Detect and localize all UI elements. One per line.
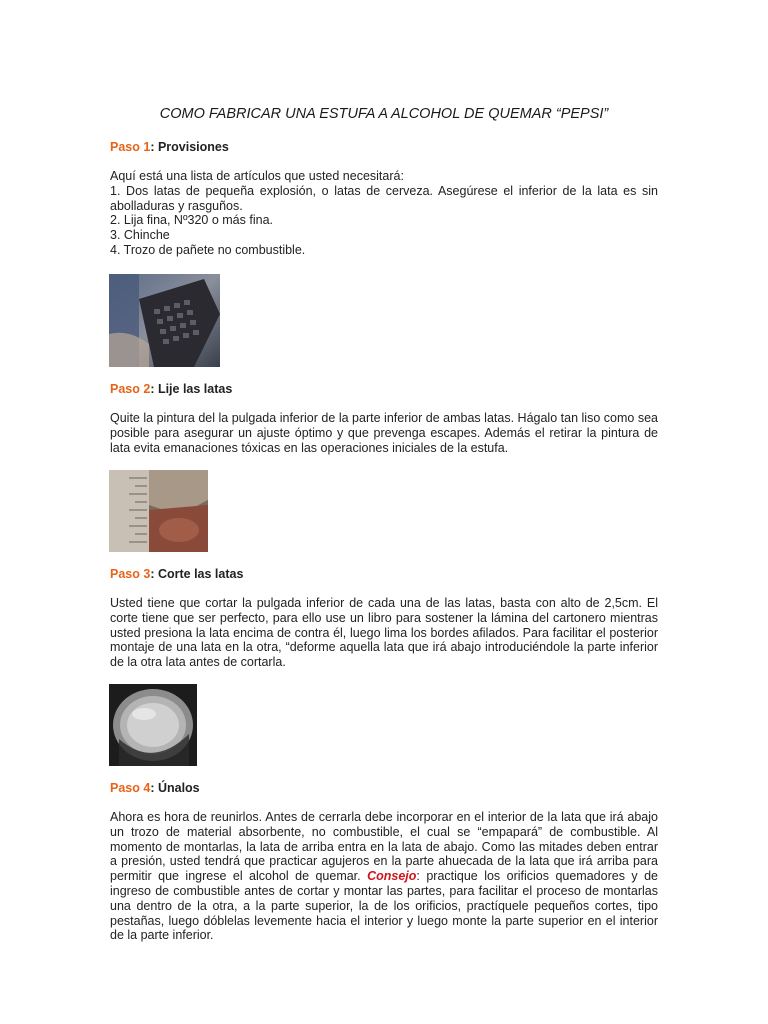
step-2-title: : Lije las latas <box>150 382 233 396</box>
step-1-photo <box>109 274 220 367</box>
step-2-heading <box>110 382 232 396</box>
step-3-photo <box>109 684 197 766</box>
step-1-heading <box>110 140 229 154</box>
step-4-heading <box>110 781 200 795</box>
step-1-list <box>110 169 658 258</box>
step-4-body <box>110 810 658 943</box>
step-3-body: Usted tiene que cortar la pulgada inferior de cada una de las latas, basta con alto de 2,5cm. El corte tiene que ser perfecto, para ello use un libro para sostener la lámina del cartonero mientras usted presiona la lata encima de contra él, luego lima los bordes afilados. Para facilitar el posterior montaje de una lata en la otra, “deforme aquella lata que irá abajo introduciéndole la parte inferior de la otra lata antes de cortarla. <box>110 596 658 670</box>
step-1-item-3: 3. Chinche <box>110 228 170 243</box>
step-1-intro: Aquí está una lista de artículos que usted necesitará: <box>110 169 404 183</box>
step-4-number: Paso 4 <box>110 781 151 795</box>
step-1-item-1: 1. Dos latas de pequeña explosión, o latas de cerveza. Asegúrese el inferior de la lata es sin abolladuras y rasguños. <box>110 183 658 213</box>
step-4-body-part-2: : practique los orificios quemadores y de ingreso de combustible antes de cortar y montar las partes, para facilitar el proceso de montarlas una dentro de la otra, a la parte superior, la de los orificios, practíquele pequeños cortes, tipo pestañas, luego dóblelas levemente hacia el interior y luego monte la parte superior en el interior de la parte inferior. <box>110 869 658 943</box>
step-3-heading <box>110 567 243 581</box>
step-2-body: Quite la pintura del la pulgada inferior de la parte inferior de ambas latas. Hágalo tan liso como sea posible para asegurar un ajuste óptimo y que prevenga escapes. Además el retirar la pintura de lata evita emanaciones tóxicas en las operaciones iniciales de la estufa. <box>110 411 658 455</box>
step-2-number: Paso 2 <box>110 382 151 396</box>
step-1-number: Paso 1 <box>110 140 151 154</box>
step-4-body-part-1: Ahora es hora de reunirlos. Antes de cerrarla debe incorporar en el interior de la lata que irá abajo un trozo de material absorbente, no combustible, el cual se “empapará” de combustible. Al momento de montarlas, la lata de arriba entra en la lata de abajo. Como las mitades deben entrar a presión, usted tendrá que practicar agujeros en la parte ahuecada de la lata que irá arriba para permitir que ingrese el alcohol de quemar. <box>110 810 658 884</box>
document-title: COMO FABRICAR UNA ESTUFA A ALCOHOL DE QUEMAR “PEPSI” <box>159 106 609 122</box>
step-4-title: : Únalos <box>150 781 200 795</box>
step-2-photo <box>109 470 208 552</box>
step-3-title: : Corte las latas <box>150 567 244 581</box>
step-1-item-2: 2. Lija fina, Nº320 o más fina. <box>110 213 273 228</box>
step-3-number: Paso 3 <box>110 567 151 581</box>
step-1-item-4: 4. Trozo de pañete no combustible. <box>110 242 306 257</box>
step-1-title: : Provisiones <box>150 140 229 154</box>
consejo-highlight: Consejo <box>367 869 417 884</box>
